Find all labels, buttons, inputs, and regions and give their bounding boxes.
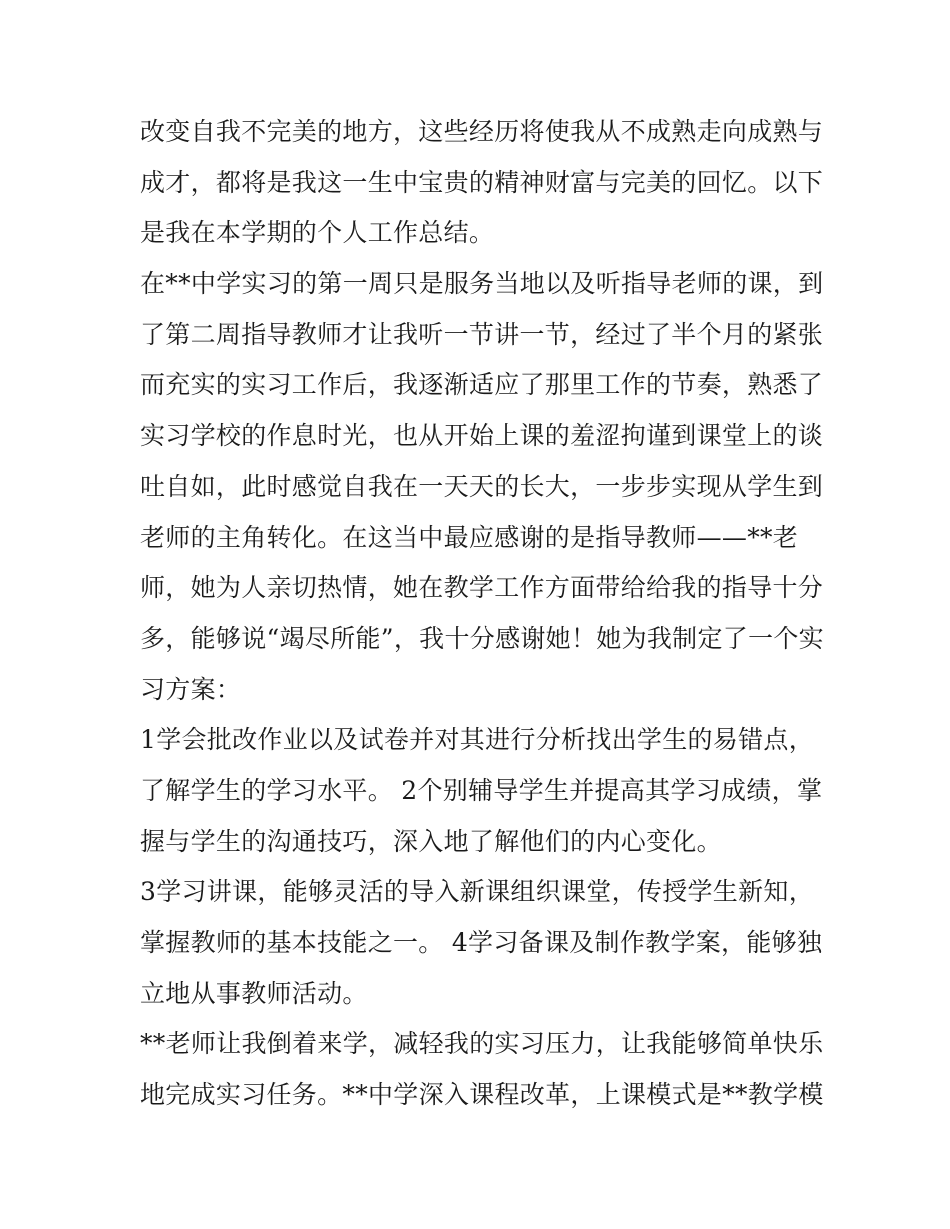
text-line: 在**中学实习的第一周只是服务当地以及听指导老师的课，到 bbox=[140, 269, 824, 299]
text-line: 了解学生的学习水平。 2个别辅导学生并提高其学习成绩，掌 bbox=[140, 775, 823, 805]
text-line: 实习学校的作息时光，也从开始上课的羞涩拘谨到课堂上的谈 bbox=[140, 421, 824, 451]
text-line: 握与学生的沟通技巧，深入地了解他们的内心变化。 bbox=[140, 826, 722, 856]
text-line: 改变自我不完美的地方，这些经历将使我从不成熟走向成熟与 bbox=[140, 117, 824, 146]
text-line: 老师的主角转化。在这当中最应感谢的是指导教师——**老 bbox=[140, 522, 799, 552]
text-line: 了第二周指导教师才让我听一节讲一节，经过了半个月的紧张 bbox=[140, 319, 824, 349]
text-line: 掌握教师的基本技能之一。 4学习备课及制作教学案，能够独 bbox=[140, 928, 823, 957]
text-line: 地完成实习任务。**中学深入课程改革，上课模式是**教学模 bbox=[140, 1080, 824, 1110]
text-line: 师，她为人亲切热情，她在教学工作方面带给给我的指导十分 bbox=[140, 573, 824, 603]
text-line: 成才，都将是我这一生中宝贵的精神财富与完美的回忆。以下 bbox=[140, 167, 824, 197]
text-line: 吐自如，此时感觉自我在一天天的长大，一步步实现从学生到 bbox=[140, 471, 824, 501]
text-line: 3学习讲课，能够灵活的导入新课组织课堂，传授学生新知， bbox=[140, 877, 815, 907]
text-line: 立地从事教师活动。 bbox=[140, 978, 368, 1008]
text-line: 多，能够说“竭尽所能”，我十分感谢她！她为我制定了一个实 bbox=[140, 623, 824, 653]
text-line: **老师让我倒着来学，减轻我的实习压力，让我能够简单快乐 bbox=[140, 1029, 824, 1059]
text-line: 而充实的实习工作后，我逐渐适应了那里工作的节奏，熟悉了 bbox=[140, 370, 824, 400]
text-line: 1学会批改作业以及试卷并对其进行分析找出学生的易错点， bbox=[140, 725, 815, 755]
text-line: 是我在本学期的个人工作总结。 bbox=[140, 218, 495, 248]
body-text bbox=[140, 107, 824, 1121]
text-line: 习方案： bbox=[140, 674, 242, 704]
